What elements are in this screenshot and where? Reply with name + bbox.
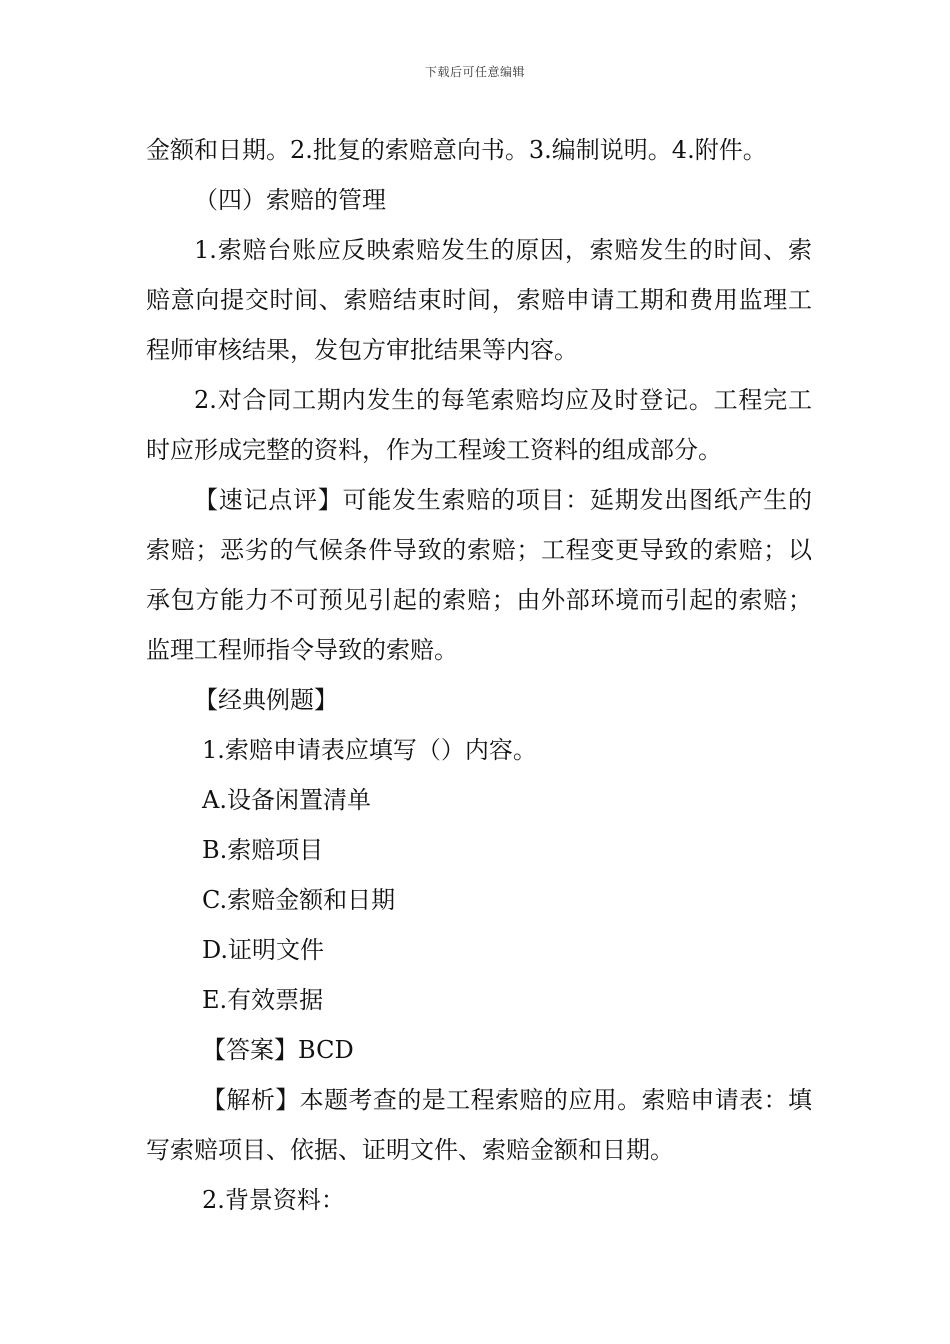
document-body [146, 125, 812, 1225]
section-heading: （四）索赔的管理 [194, 186, 386, 214]
paragraph-claim-registration: 2.对合同工期内发生的每笔索赔均应及时登记。工程完工时应形成完整的资料，作为工程竣工资料的组成部分。 [146, 386, 812, 464]
option-a: A.设备闲置清单 [202, 786, 371, 814]
example-heading: 【经典例题】 [194, 686, 338, 714]
paragraph-quick-review: 【速记点评】可能发生索赔的项目：延期发出图纸产生的索赔；恶劣的气候条件导致的索赔；工程变更导致的索赔；以承包方能力不可预见引起的索赔；由外部环境而引起的索赔；监理工程师指令导致的索赔。 [146, 486, 812, 664]
option-d: D.证明文件 [202, 936, 325, 964]
question-1: 1.索赔申请表应填写（）内容。 [202, 736, 537, 764]
paragraph-claim-ledger: 1.索赔台账应反映索赔发生的原因，索赔发生的时间、索赔意向提交时间、索赔结束时间，索赔申请工期和费用监理工程师审核结果，发包方审批结果等内容。 [146, 236, 812, 364]
page-header-note: 下载后可任意编辑 [424, 65, 525, 79]
analysis: 【解析】本题考查的是工程索赔的应用。索赔申请表：填写索赔项目、依据、证明文件、索赔金额和日期。 [146, 1086, 812, 1164]
option-b: B.索赔项目 [202, 836, 324, 864]
answer: 【答案】BCD [202, 1036, 354, 1064]
option-c: C.索赔金额和日期 [202, 886, 396, 914]
paragraph-continuation: 金额和日期。2.批复的索赔意向书。3.编制说明。4.附件。 [146, 136, 767, 164]
question-2-background: 2.背景资料： [202, 1186, 345, 1214]
option-e: E.有效票据 [202, 986, 324, 1014]
